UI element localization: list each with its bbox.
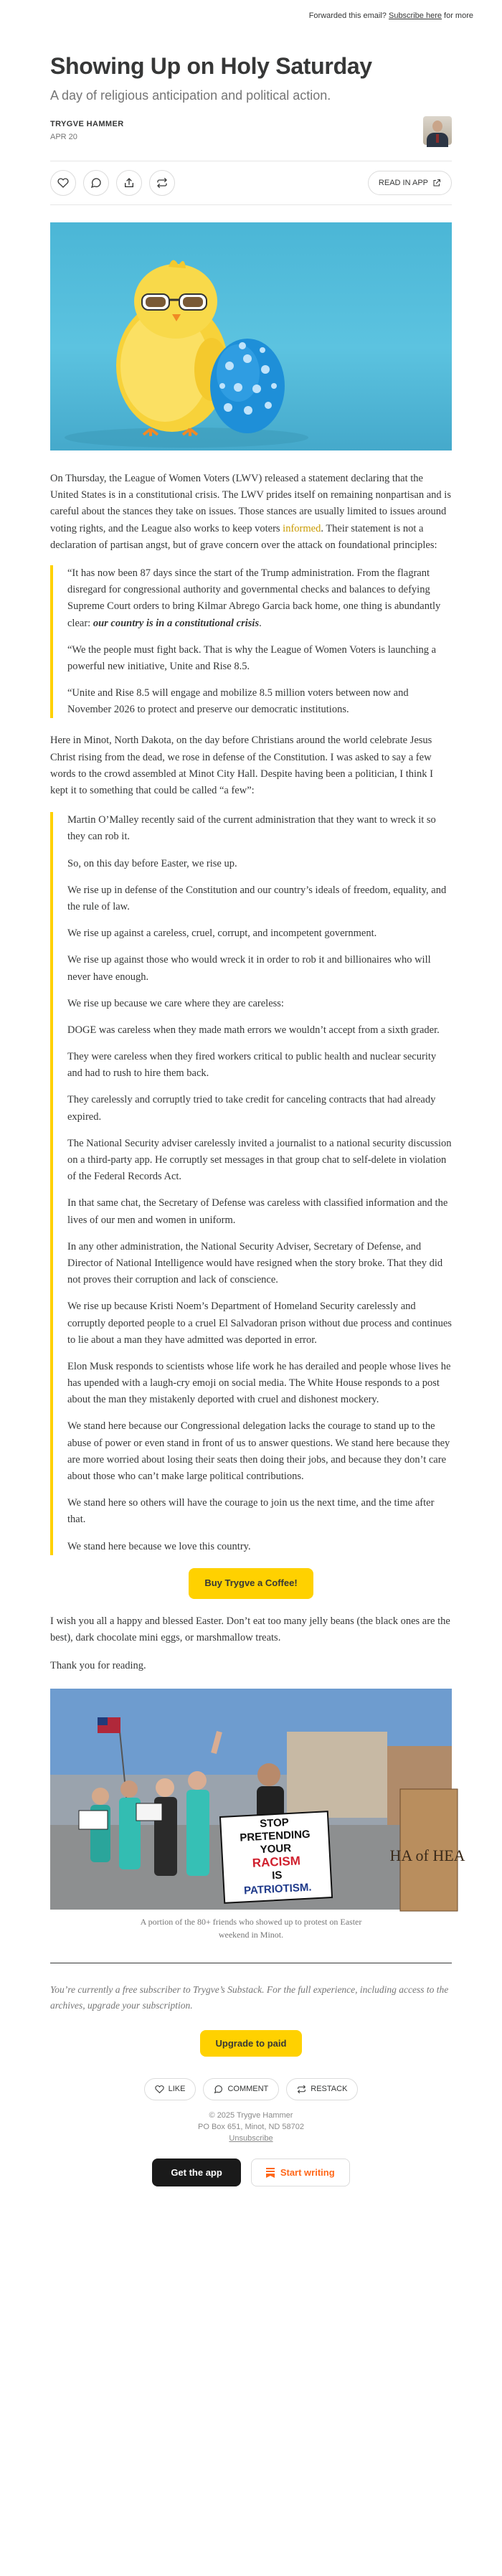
speech-paragraph: We stand here so others will have the courage to join us the next time, and the time after that.	[67, 1497, 435, 1526]
speech-paragraph: Elon Musk responds to scientists whose life work he has derailed and people whose lives he has upended with a laugh-cry emoji on social media. The White House responds to a post about the man they mistakenly deported with cruel and dishonest mockery.	[67, 1360, 451, 1406]
like-button[interactable]	[50, 170, 76, 196]
sign-line: STOP	[259, 1816, 290, 1831]
speech-paragraph: The National Security adviser carelessly invited a journalist to a national security discussion on a third-party app. He corruptly set messages in that group chat to self-delete in violation of the Federal Records Act.	[67, 1137, 452, 1183]
intro-text-b: . Their statement is not a declaration of partisan angst, but of grave concern over the attack on foundational principles:	[50, 522, 437, 551]
copyright-text: © 2025 Trygve Hammer	[209, 2110, 293, 2120]
photo-caption-line-1: A portion of the 80+ friends who showed up to protest on Easter	[140, 1917, 362, 1928]
speech-paragraph: They were careless when they fired workers critical to public health and nuclear security and had to rush to hire them back.	[67, 1051, 437, 1080]
closing-paragraph: I wish you all a happy and blessed Easter. Don’t eat too many jelly beans (the black ones are the best), dark chocolate mini eggs, or marshmallow treats.	[50, 1615, 450, 1643]
lwv-quote-1-emphasis: our country is in a constitutional crisis	[93, 617, 260, 629]
minot-paragraph: Here in Minot, North Dakota, on the day before Christians around the world celebrate Jesus Christ rising from the dead, we rose in defense of the Constitution. I was asked to say a few words to the crowd assembled at Minot City Hall. Despite having been a politician, I think I kept it to something that could be called “a few”:	[50, 735, 433, 796]
heart-icon	[155, 2085, 164, 2094]
photo-caption	[50, 1915, 452, 1941]
speech-paragraph: We rise up because Kristi Noem’s Department of Homeland Security carelessly and corruptly deported people to a cruel El Salvadoran prison without due process and continues to lie about a man they have admitted was deported in error.	[67, 1301, 452, 1346]
legal-footer	[50, 2110, 452, 2145]
heart-icon	[57, 177, 69, 189]
app-buttons-row	[50, 2159, 452, 2186]
author-name[interactable]: TRYGVE HAMMER	[50, 120, 124, 128]
intro-paragraph	[50, 471, 452, 554]
footer-like-label: LIKE	[168, 2085, 186, 2094]
forward-note-suffix: for more	[441, 11, 473, 20]
post-title[interactable]: Showing Up on Holy Saturday	[50, 53, 372, 79]
share-button[interactable]	[116, 170, 142, 196]
subscriber-note: You’re currently a free subscriber to Trygve’s Substack. For the full experience, including access to the archives, upgrade your subscription.	[50, 1984, 449, 2011]
footer-restack-button[interactable]	[286, 2078, 358, 2100]
informed-link[interactable]: informed	[283, 522, 321, 534]
speech-paragraph: We stand here because we love this country.	[67, 1540, 251, 1552]
protest-photo[interactable]	[50, 1689, 465, 1910]
lwv-quote-3: “Unite and Rise 8.5 will engage and mobilize 8.5 million voters between now and November 2026 to protect and preserve our democratic institutions.	[67, 687, 409, 716]
byline	[50, 116, 452, 145]
protest-scene	[50, 1689, 465, 1910]
read-in-app-button[interactable]	[368, 171, 452, 195]
footer-comment-button[interactable]	[203, 2078, 279, 2100]
speech-paragraph: In any other administration, the National Security Adviser, Secretary of Defense, and Director of National Intelligence would have resigned when the story broke. That they did not proves their corruption and lack of conscience.	[67, 1240, 443, 1286]
speech-paragraph: We rise up because we care where they are careless:	[67, 997, 284, 1009]
hero-image[interactable]	[50, 222, 452, 450]
restack-icon	[156, 177, 168, 189]
speech-paragraph: Martin O’Malley recently said of the current administration that they want to wreck it so they can rob it.	[67, 814, 436, 843]
restack-icon	[297, 2085, 306, 2094]
speech-paragraph: In that same chat, the Secretary of Defense was careless with classified information and the lives of our men and women in uniform.	[67, 1197, 448, 1226]
post-actions-bar	[50, 161, 452, 205]
footer-restack-label: RESTACK	[311, 2085, 348, 2094]
substack-logo-icon	[266, 2168, 275, 2178]
address-text: PO Box 651, Minot, ND 58702	[198, 2122, 304, 2131]
lwv-blockquote	[50, 565, 452, 719]
forward-note-prefix: Forwarded this email?	[308, 11, 389, 20]
intro-text-a: On Thursday, the League of Women Voters (LWV) released a statement declaring that the United States is in a constitutional crisis. The LWV prides itself on remaining nonpartisan and is careful about the stances they take on issues. Those stances are usually limited to issues around voting rights, and the League also works to keep voters	[50, 473, 451, 534]
thanks-paragraph: Thank you for reading.	[50, 1659, 146, 1671]
speech-paragraph: They carelessly and corruptly tried to take credit for canceling contracts that had already expired.	[67, 1094, 436, 1123]
comment-button[interactable]	[83, 170, 109, 196]
upgrade-button[interactable]: Upgrade to paid	[200, 2030, 303, 2057]
sign-line: PRETENDING	[239, 1828, 311, 1844]
lwv-quote-1	[67, 565, 452, 632]
email-page	[0, 11, 502, 2576]
get-the-app-button[interactable]: Get the app	[152, 2159, 241, 2186]
lwv-quote-1-end: .	[259, 617, 262, 629]
footer-actions	[50, 2078, 452, 2100]
share-icon	[123, 177, 135, 189]
restack-button[interactable]	[149, 170, 175, 196]
side-sign-text: HA of HEA	[389, 1846, 465, 1865]
speech-paragraph: We rise up against those who would wreck it in order to rob it and billionaires who will never have enough.	[67, 954, 431, 983]
start-writing-button[interactable]	[251, 2159, 350, 2186]
speech-paragraph: We rise up in defense of the Constitution and our country’s ideals of freedom, equality, and the rule of law.	[67, 884, 447, 912]
speech-paragraph: So, on this day before Easter, we rise up.	[67, 857, 237, 869]
start-writing-label: Start writing	[280, 2167, 335, 2179]
speech-paragraph: We stand here because our Congressional delegation lacks the courage to stand up to the abuse of power or even stand in front of us to answer questions. We stand here because they are more worried about losing their seats then doing their jobs, and because they don’t care about those who can’t make large political contributions.	[67, 1420, 450, 1482]
unsubscribe-link[interactable]: Unsubscribe	[229, 2133, 273, 2143]
comment-icon	[214, 2085, 223, 2094]
footer-comment-label: COMMENT	[227, 2085, 269, 2094]
post-date: APR 20	[50, 133, 77, 141]
read-in-app-label: READ IN APP	[378, 179, 428, 187]
lwv-quote-2: “We the people must fight back. That is why the League of Women Voters is launching a powerful new initiative, Unite and Rise 8.5.	[67, 643, 437, 672]
speech-paragraph: DOGE was careless when they made math errors we wouldn’t accept from a sixth grader.	[67, 1024, 440, 1036]
forward-note	[29, 11, 473, 20]
lwv-quote-1-text: “It has now been 87 days since the start of the Trump administration. From the flagrant disregard for congressional authority and governmental checks and balances to defying Supreme Court orders to bring Kilmar Abrego Garcia back home, one thing is abundantly clear:	[67, 567, 441, 629]
sign-line: YOUR	[260, 1842, 292, 1856]
speech-blockquote	[50, 812, 452, 1555]
footer-like-button[interactable]	[144, 2078, 196, 2100]
post-subtitle: A day of religious anticipation and political action.	[50, 88, 331, 103]
sign-line: PATRIOTISM.	[243, 1881, 312, 1897]
photo-caption-line-2: weekend in Minot.	[218, 1930, 284, 1940]
author-avatar[interactable]	[423, 116, 452, 145]
sign-line: RACISM	[252, 1854, 301, 1870]
speech-paragraph: We rise up against a careless, cruel, corrupt, and incompetent government.	[67, 928, 377, 940]
chick-egg-illustration	[50, 222, 452, 450]
buy-coffee-button[interactable]: Buy Trygve a Coffee!	[189, 1568, 313, 1599]
external-link-icon	[432, 179, 441, 187]
subscribe-link[interactable]: Subscribe here	[388, 11, 442, 20]
sign-line: IS	[271, 1869, 283, 1882]
comment-icon	[90, 177, 102, 189]
